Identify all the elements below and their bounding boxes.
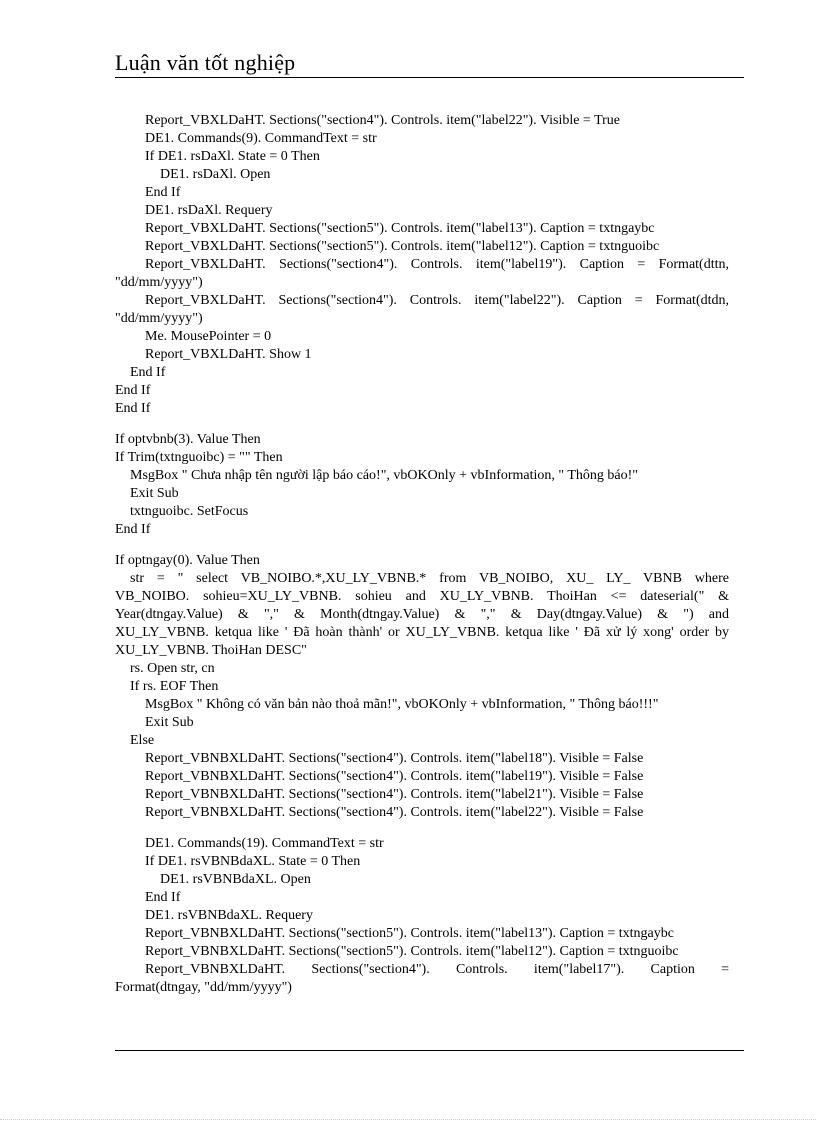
- code-line: End If: [115, 522, 151, 537]
- code-line: End If: [115, 401, 151, 416]
- code-line: VB_NOIBO. sohieu=XU_LY_VBNB. sohieu and XU_LY_VBNB. ThoiHan <= dateserial(" &: [115, 589, 729, 604]
- code-line: Report_VBNBXLDaHT. Sections("section4"). Controls. item("label19"). Visible = False: [145, 769, 644, 784]
- code-line: Report_VBNBXLDaHT. Sections("section5"). Controls. item("label13"). Caption = txtngaybc: [145, 926, 674, 941]
- code-line: MsgBox " Chưa nhập tên người lập báo cáo!", vbOKOnly + vbInformation, " Thông báo!": [130, 468, 638, 483]
- code-line: End If: [130, 365, 166, 380]
- code-line: Report_VBNBXLDaHT. Sections("section5"). Controls. item("label12"). Caption = txtnguoibc: [145, 944, 679, 959]
- page-edge: [0, 1119, 816, 1120]
- code-line: If optvbnb(3). Value Then: [115, 432, 261, 447]
- code-line: Report_VBXLDaHT. Sections("section4"). Controls. item("label22"). Caption = Format(dtdn,: [145, 293, 729, 308]
- code-line: XU_LY_VBNB. ThoiHan DESC": [115, 643, 307, 658]
- code-line: str = " select VB_NOIBO.*,XU_LY_VBNB.* from VB_NOIBO, XU_ LY_ VBNB where: [130, 571, 729, 586]
- blank-line: [115, 822, 729, 835]
- code-line: If DE1. rsDaXl. State = 0 Then: [145, 149, 320, 164]
- code-line: Me. MousePointer = 0: [145, 329, 272, 344]
- footer-divider: [115, 1050, 744, 1051]
- blank-line: [115, 418, 729, 431]
- code-line: If Trim(txtnguoibc) = "" Then: [115, 450, 283, 465]
- code-line: If optngay(0). Value Then: [115, 553, 260, 568]
- blank-line: [115, 539, 729, 552]
- code-line: End If: [145, 185, 181, 200]
- code-line: Year(dtngay.Value) & "," & Month(dtngay.Value) & "," & Day(dtngay.Value) & ") and: [115, 607, 729, 622]
- code-line: Else: [130, 733, 155, 748]
- code-line: Report_VBNBXLDaHT. Sections("section4"). Controls. item("label18"). Visible = False: [145, 751, 644, 766]
- code-line: Report_VBXLDaHT. Sections("section5"). Controls. item("label13"). Caption = txtngaybc: [145, 221, 655, 236]
- page-header-title: Luận văn tốt nghiệp: [115, 50, 296, 75]
- code-line: DE1. rsVBNBdaXL. Requery: [145, 908, 313, 923]
- code-line: End If: [145, 890, 181, 905]
- code-line: "dd/mm/yyyy"): [115, 275, 203, 290]
- code-line: Exit Sub: [130, 486, 179, 501]
- code-line: Format(dtngay, "dd/mm/yyyy"): [115, 980, 292, 995]
- code-line: DE1. Commands(9). CommandText = str: [145, 131, 377, 146]
- code-line: Report_VBXLDaHT. Sections("section4"). Controls. item("label19"). Caption = Format(dttn,: [145, 257, 729, 272]
- code-line: DE1. rsDaXl. Requery: [145, 203, 273, 218]
- code-line: If rs. EOF Then: [130, 679, 219, 694]
- code-line: Report_VBXLDaHT. Sections("section4"). Controls. item("label22"). Visible = True: [145, 113, 621, 128]
- code-line: DE1. Commands(19). CommandText = str: [145, 836, 384, 851]
- header-divider: [115, 77, 744, 78]
- code-line: DE1. rsVBNBdaXL. Open: [160, 872, 311, 887]
- code-line: XU_LY_VBNB. ketqua like ' Đã hoàn thành' or XU_LY_VBNB. ketqua like ' Đã xử lý xong' order by: [115, 625, 729, 640]
- code-line: "dd/mm/yyyy"): [115, 311, 203, 326]
- code-line: Report_VBNBXLDaHT. Sections("section4"). Controls. item("label21"). Visible = False: [145, 787, 644, 802]
- code-listing: [115, 112, 729, 997]
- code-line: Report_VBNBXLDaHT. Sections("section4"). Controls. item("label22"). Visible = False: [145, 805, 644, 820]
- code-line: Report_VBXLDaHT. Sections("section5"). Controls. item("label12"). Caption = txtnguoibc: [145, 239, 660, 254]
- code-line: Report_VBXLDaHT. Show 1: [145, 347, 312, 362]
- code-line: End If: [115, 383, 151, 398]
- code-line: txtnguoibc. SetFocus: [130, 504, 249, 519]
- code-line: DE1. rsDaXl. Open: [160, 167, 271, 182]
- code-line: If DE1. rsVBNBdaXL. State = 0 Then: [145, 854, 361, 869]
- code-line: MsgBox " Không có văn bản nào thoả mãn!", vbOKOnly + vbInformation, " Thông báo!!!": [145, 697, 659, 712]
- code-line: Exit Sub: [145, 715, 194, 730]
- code-line: Report_VBNBXLDaHT. Sections("section4"). Controls. item("label17"). Caption =: [145, 962, 729, 977]
- code-line: rs. Open str, cn: [130, 661, 215, 676]
